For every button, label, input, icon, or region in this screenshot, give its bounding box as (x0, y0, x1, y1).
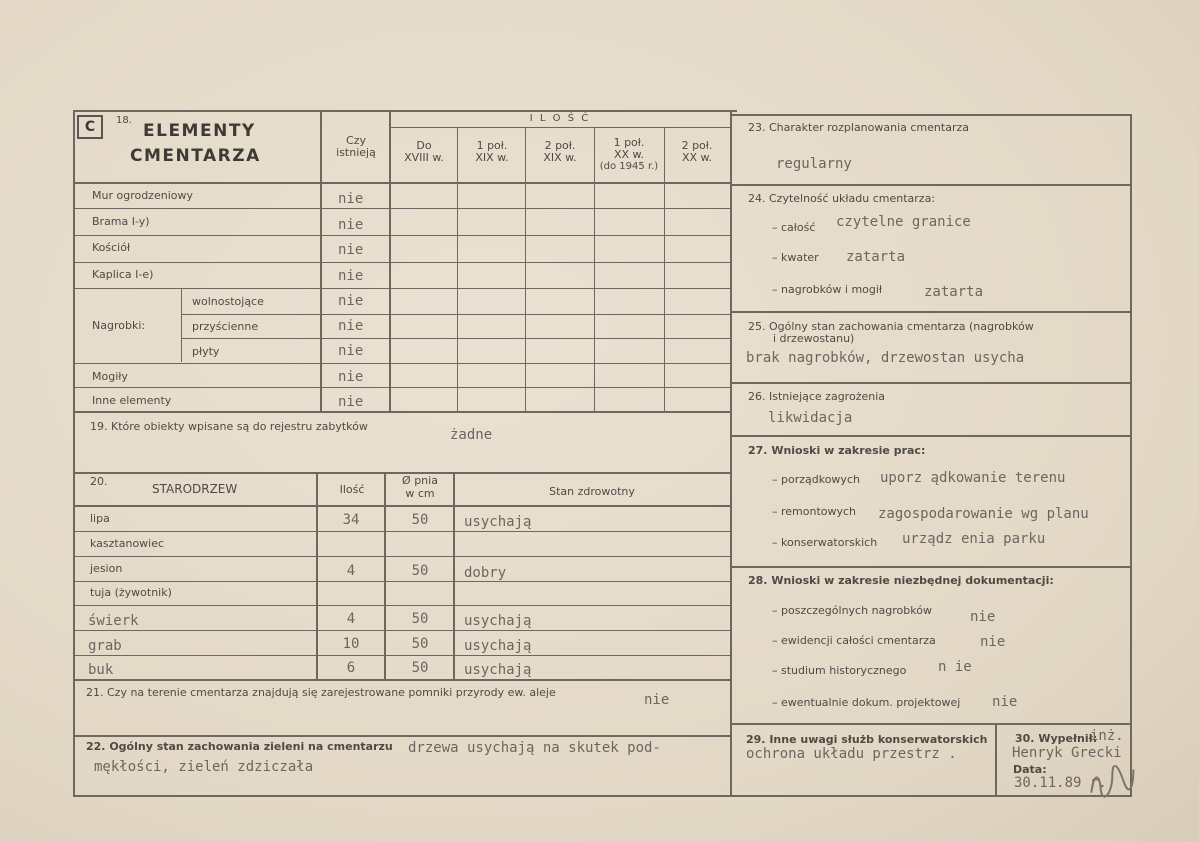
q24-item-label: – całość (772, 221, 816, 234)
q27-label: 27. Wnioski w zakresie prac: (748, 444, 926, 457)
grid-line (995, 723, 997, 797)
nagrobki-label: Nagrobki: (92, 319, 146, 332)
element-label: Kościół (92, 241, 131, 254)
q27-item-label: – konserwatorskich (772, 536, 878, 549)
date-value: 30.11.89 r. (1014, 775, 1107, 791)
q28-item-label: – poszczególnych nagrobków (772, 604, 932, 617)
table-border (73, 110, 75, 797)
grid-line (664, 127, 665, 412)
element-label: Brama I-y) (92, 215, 150, 228)
grid-line (390, 127, 731, 128)
tree-diameter: 50 (411, 636, 429, 652)
grid-line (181, 288, 182, 362)
q22-value: mękłości, zieleń zdziczała (94, 759, 314, 775)
grid-line (75, 208, 731, 209)
section-title: ELEMENTY (143, 121, 256, 141)
q24-item-label: – nagrobków i mogił (772, 283, 883, 296)
signature (1085, 761, 1141, 807)
tree-qty: 6 (346, 660, 356, 676)
column-header: I L O Ś Ć (529, 113, 591, 124)
q28-item-value: nie (970, 609, 996, 625)
grid-line (75, 531, 731, 532)
grid-line (75, 679, 731, 681)
column-header: w cm (405, 487, 435, 500)
grid-line (75, 262, 731, 263)
table-border (1130, 114, 1132, 797)
tree-qty: 10 (342, 636, 360, 652)
table-border (730, 114, 1132, 116)
tree-state: usychają (464, 613, 532, 629)
tree-name: buk (88, 662, 114, 678)
grid-line (732, 566, 1132, 568)
tree-name: świerk (88, 613, 139, 629)
grid-line (75, 387, 731, 388)
grid-line (732, 723, 1132, 725)
q26-value: likwidacja (768, 410, 853, 426)
tree-diameter: 50 (411, 563, 429, 579)
q25-value: brak nagrobków, drzewostan usycha (746, 350, 1025, 366)
q22-label: 22. Ogólny stan zachowania zieleni na cmentarzu (86, 740, 393, 753)
table-border (73, 795, 737, 797)
element-label: Inne elementy (92, 394, 172, 407)
q28-item-label: – ewidencji całości cmentarza (772, 634, 936, 647)
q29-value: ochrona układu przestrz . (746, 746, 957, 762)
column-header: istnieją (336, 146, 376, 159)
tree-state: usychają (464, 662, 532, 678)
tree-name: grab (88, 638, 122, 654)
grid-line (181, 338, 731, 339)
grid-line (75, 735, 731, 737)
grid-line (75, 605, 731, 606)
section-letter-box: C (77, 115, 103, 139)
grid-line (75, 556, 731, 557)
grid-line (732, 435, 1132, 437)
period-header: 2 poł. XIX w. (543, 139, 577, 164)
q21-label: 21. Czy na terenie cmentarza znajdują się zarejestrowane pomniki przyrody ew. aleje (86, 686, 556, 699)
tree-name: jesion (90, 562, 123, 575)
element-label: Kaplica I-e) (92, 268, 154, 281)
element-value: nie (338, 318, 364, 334)
q24-label: 24. Czytelność układu cmentarza: (748, 192, 936, 205)
q23-label: 23. Charakter rozplanowania cmentarza (748, 121, 969, 134)
element-value: nie (338, 369, 364, 385)
q23-value: regularny (776, 156, 852, 172)
element-label: Mur ogrodzeniowy (92, 189, 193, 202)
tree-state: usychają (464, 638, 532, 654)
grid-line (75, 288, 731, 289)
tree-state: usychają (464, 514, 532, 530)
q30-label: 30. Wypełnił: (1015, 732, 1098, 745)
tree-diameter: 50 (411, 660, 429, 676)
grid-line (732, 382, 1132, 384)
q25-label: i drzewostanu) (773, 332, 855, 345)
q28-item-label: – ewentualnie dokum. projektowej (772, 696, 961, 709)
period-header: 1 poł. XIX w. (475, 139, 509, 164)
field-number: 18. (116, 115, 132, 126)
table-border (730, 795, 1132, 797)
tree-name: lipa (90, 512, 110, 525)
section-title: CMENTARZA (130, 146, 261, 166)
q21-value: nie (644, 692, 670, 708)
element-value: nie (338, 293, 364, 309)
q25-label: 25. Ogólny stan zachowania cmentarza (nagrobków (748, 320, 1034, 333)
column-header: STARODRZEW (152, 482, 238, 496)
date-label: Data: (1013, 763, 1047, 776)
element-value: nie (338, 191, 364, 207)
q27-item-value: uporz ądkowanie terenu (880, 470, 1066, 486)
grid-line (75, 411, 731, 413)
q27-item-value: zagospodarowanie wg planu (878, 506, 1089, 522)
tree-qty: 4 (346, 563, 356, 579)
q30-value: Henryk Grecki (1012, 745, 1122, 761)
element-label: Mogiły (92, 370, 128, 383)
grid-line (75, 182, 731, 184)
period-header: Do XVIII w. (404, 139, 444, 164)
q29-label: 29. Inne uwagi służb konserwatorskich (746, 733, 988, 746)
grid-line (594, 127, 595, 412)
q28-label: 28. Wnioski w zakresie niezbędnej dokumentacji: (748, 574, 1054, 587)
column-header: Ø pnia (402, 474, 438, 487)
tree-qty: 34 (342, 512, 360, 528)
tree-diameter: 50 (411, 611, 429, 627)
period-header: 1 poł. XX w. (do 1945 r.) (599, 136, 659, 172)
q24-item-value: zatarta (924, 284, 984, 300)
element-value: nie (338, 394, 364, 410)
element-value: nie (338, 217, 364, 233)
grid-line (732, 184, 1132, 186)
tree-name: tuja (żywotnik) (90, 586, 172, 599)
element-label: płyty (192, 345, 220, 358)
element-label: wolnostojące (192, 295, 264, 308)
column-header: Ilość (339, 483, 365, 496)
grid-line (75, 505, 731, 507)
element-value: nie (338, 343, 364, 359)
grid-line (75, 235, 731, 236)
q19-value: żadne (450, 427, 493, 443)
tree-name: kasztanowiec (90, 537, 165, 550)
column-header: Stan zdrowotny (549, 485, 635, 498)
tree-state: dobry (464, 565, 507, 581)
q28-item-label: – studium historycznego (772, 664, 907, 677)
q28-item-value: nie (980, 634, 1006, 650)
field-number: 20. (90, 475, 108, 488)
grid-line (181, 314, 731, 315)
column-header: Czy (346, 134, 366, 147)
element-value: nie (338, 242, 364, 258)
element-label: przyścienne (192, 320, 259, 333)
grid-line (525, 127, 526, 412)
q28-item-value: n ie (938, 659, 972, 675)
tree-diameter: 50 (411, 512, 429, 528)
table-border (730, 110, 732, 797)
q24-item-value: zatarta (846, 249, 906, 265)
tree-qty: 4 (346, 611, 356, 627)
element-value: nie (338, 268, 364, 284)
q27-item-label: – porządkowych (772, 473, 860, 486)
grid-line (732, 311, 1132, 313)
q27-item-value: urządz enia parku (902, 531, 1046, 547)
q22-value: drzewa usychają na skutek pod- (408, 740, 661, 756)
grid-line (75, 655, 731, 656)
grid-line (75, 363, 731, 364)
grid-line (75, 630, 731, 631)
q24-item-value: czytelne granice (836, 214, 971, 230)
q30-value: inż. (1090, 728, 1124, 744)
table-border (73, 110, 737, 112)
q27-item-label: – remontowych (772, 505, 857, 518)
q24-item-label: – kwater (772, 251, 819, 264)
grid-line (75, 581, 731, 582)
q19-label: 19. Które obiekty wpisane są do rejestru zabytków (90, 420, 368, 433)
q28-item-value: nie (992, 694, 1018, 710)
period-header: 2 poł. XX w. (681, 139, 713, 164)
grid-line (457, 127, 458, 412)
q26-label: 26. Istniejące zagrożenia (748, 390, 886, 403)
